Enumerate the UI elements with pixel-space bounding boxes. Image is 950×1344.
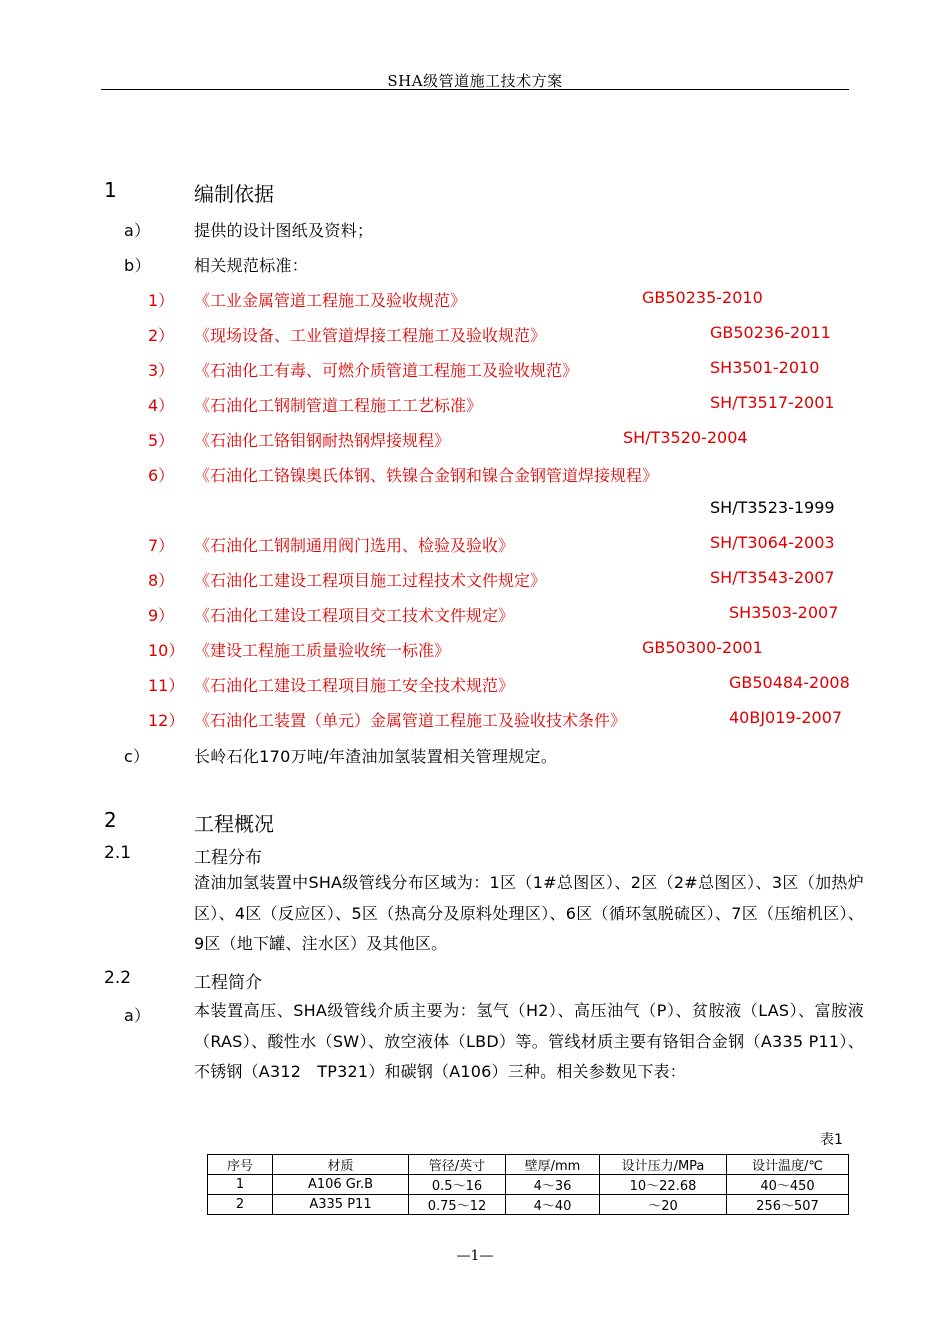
item-a-label: a） (124, 221, 151, 240)
section-2-2-number: 2.2 (104, 968, 132, 988)
reference-number: 11） (148, 676, 185, 695)
reference-code: SH/T3517-2001 (710, 393, 835, 412)
header-rule (101, 89, 849, 90)
table-cell: 0.5～16 (409, 1175, 506, 1195)
reference-title: 《石油化工钢制管道工程施工工艺标准》 (194, 396, 483, 415)
item-2-2-a-label: a） (124, 1006, 151, 1025)
reference-item (0, 533, 950, 557)
section-2-2-title: 工程简介 (194, 973, 262, 993)
section-1-title: 编制依据 (194, 182, 274, 206)
item-b-label: b） (124, 256, 151, 275)
reference-title: 《石油化工装置（单元）金属管道工程施工及验收技术条件》 (194, 711, 627, 730)
reference-number: 6） (148, 466, 175, 485)
reference-code: GB50236-2011 (710, 323, 831, 342)
reference-title: 《建设工程施工质量验收统一标准》 (194, 641, 451, 660)
table-cell: 4～40 (506, 1195, 600, 1215)
reference-title: 《现场设备、工业管道焊接工程施工及验收规范》 (194, 326, 547, 345)
table-header-cell: 管径/英寸 (409, 1155, 506, 1175)
reference-title: 《石油化工有毒、可燃介质管道工程施工及验收规范》 (194, 361, 579, 380)
reference-code: SH/T3523-1999 (710, 498, 835, 517)
reference-item (0, 428, 950, 452)
reference-item (0, 568, 950, 592)
reference-number: 4） (148, 396, 175, 415)
reference-number: 10） (148, 641, 185, 660)
reference-code: GB50300-2001 (642, 638, 763, 657)
reference-number: 2） (148, 326, 175, 345)
reference-item (0, 603, 950, 627)
reference-code-continuation (0, 498, 950, 522)
reference-number: 8） (148, 571, 175, 590)
section-2-1-paragraph: 渣油加氢装置中SHA级管线分布区域为：1区（1#总图区）、2区（2#总图区）、3区（加热炉区）、4区（反应区）、5区（热高分及原料处理区）、6区（循环氢脱硫区）、7区（压缩机区）、9区（地下罐、注水区）及其他区。 (194, 873, 864, 953)
reference-title: 《石油化工建设工程项目施工安全技术规范》 (194, 676, 515, 695)
reference-item (0, 673, 950, 697)
reference-item (0, 708, 950, 732)
reference-number: 3） (148, 361, 175, 380)
reference-item (0, 393, 950, 417)
table-header-cell: 材质 (273, 1155, 409, 1175)
reference-title: 《石油化工钢制通用阀门选用、检验及验收》 (194, 536, 515, 555)
reference-item (0, 638, 950, 662)
reference-number: 5） (148, 431, 175, 450)
reference-title: 《工业金属管道工程施工及验收规范》 (194, 291, 467, 310)
table-header-cell: 设计压力/MPa (600, 1155, 727, 1175)
table-cell: 0.75～12 (409, 1195, 506, 1215)
item-c-label: c） (124, 747, 150, 766)
page-header-title: SHA级管道施工技术方案 (387, 72, 563, 90)
table-cell: 4～36 (506, 1175, 600, 1195)
reference-code: SH/T3543-2007 (710, 568, 835, 587)
table-row (208, 1195, 849, 1215)
reference-item (0, 463, 950, 487)
reference-title: 《石油化工建设工程项目交工技术文件规定》 (194, 606, 515, 625)
table-row (208, 1175, 849, 1195)
reference-item (0, 288, 950, 312)
table-cell: ～20 (600, 1195, 727, 1215)
table-header-row (208, 1155, 849, 1175)
item-a-text: 提供的设计图纸及资料； (194, 221, 374, 240)
reference-number: 1） (148, 291, 175, 310)
section-2-1-number: 2.1 (104, 843, 132, 863)
reference-code: SH3503-2007 (729, 603, 839, 622)
reference-number: 7） (148, 536, 175, 555)
reference-title: 《石油化工建设工程项目施工过程技术文件规定》 (194, 571, 547, 590)
reference-code: GB50235-2010 (642, 288, 763, 307)
page-number: —1— (456, 1248, 494, 1264)
table-cell: 256～507 (727, 1195, 849, 1215)
reference-code: SH/T3520-2004 (623, 428, 748, 447)
section-2-number: 2 (104, 808, 117, 832)
reference-item (0, 358, 950, 382)
item-c-text: 长岭石化170万吨/年渣油加氢装置相关管理规定。 (194, 747, 558, 766)
reference-code: 40BJ019-2007 (729, 708, 843, 727)
table-cell: A106 Gr.B (273, 1175, 409, 1195)
reference-code: SH/T3064-2003 (710, 533, 835, 552)
table-cell: 1 (208, 1175, 273, 1195)
table-cell: 2 (208, 1195, 273, 1215)
reference-title: 《石油化工铬钼钢耐热钢焊接规程》 (194, 431, 451, 450)
table-cell: A335 P11 (273, 1195, 409, 1215)
section-2-2-paragraph: 本装置高压、SHA级管线介质主要为：氢气（H2）、高压油气（P）、贫胺液（LAS）、富胺液（RAS）、酸性水（SW）、放空液体（LBD）等。管线材质主要有铬钼合金钢（A335 P11）、不锈钢（A312 TP321）和碳钢（A106）三种。相关参数见下表： (194, 1001, 864, 1081)
section-1-number: 1 (104, 178, 117, 202)
reference-item (0, 323, 950, 347)
section-2-1-title: 工程分布 (194, 848, 262, 868)
reference-code: SH3501-2010 (710, 358, 820, 377)
parameters-table (207, 1154, 849, 1215)
item-b-text: 相关规范标准： (194, 256, 309, 275)
table-header-cell: 壁厚/mm (506, 1155, 600, 1175)
reference-number: 9） (148, 606, 175, 625)
table-label: 表1 (820, 1132, 843, 1148)
table-cell: 40～450 (727, 1175, 849, 1195)
reference-code: GB50484-2008 (729, 673, 850, 692)
table-header-cell: 设计温度/℃ (727, 1155, 849, 1175)
table-header-cell: 序号 (208, 1155, 273, 1175)
reference-number: 12） (148, 711, 185, 730)
reference-title: 《石油化工铬镍奥氏体钢、铁镍合金钢和镍合金钢管道焊接规程》 (194, 466, 659, 485)
table-cell: 10～22.68 (600, 1175, 727, 1195)
section-2-title: 工程概况 (194, 812, 274, 836)
